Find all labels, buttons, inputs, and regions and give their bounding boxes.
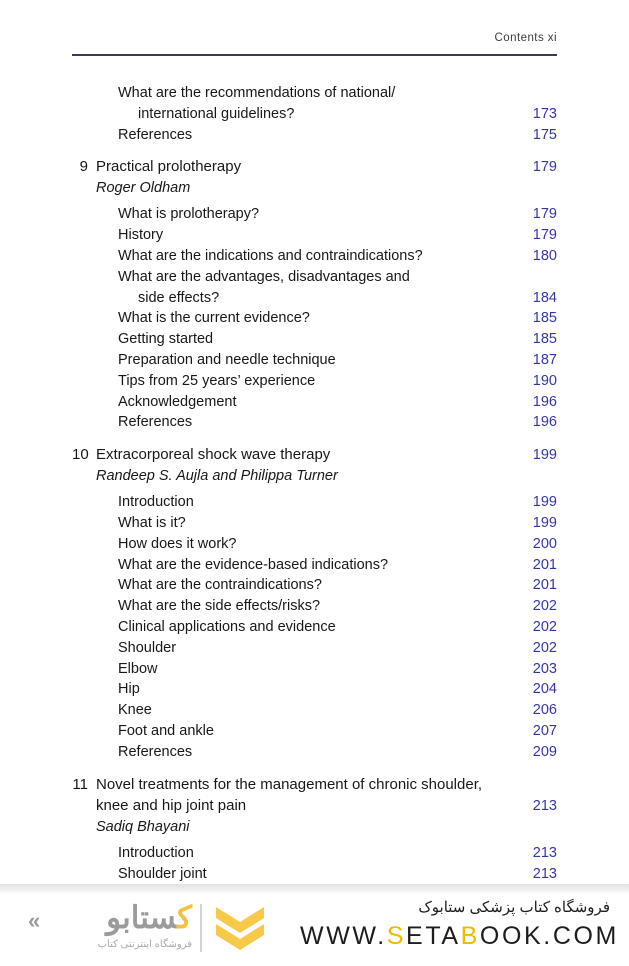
toc-entry-page: 202 <box>532 598 557 615</box>
toc-entry-label: Introduction <box>118 845 194 862</box>
toc-entry-page: 196 <box>532 414 557 431</box>
toc-entry[interactable] <box>72 371 557 392</box>
toc-entry[interactable] <box>72 492 557 513</box>
logo-chevron-icon: « <box>28 908 41 933</box>
chapter-author: Sadiq Bhayani <box>96 818 190 835</box>
setabook-logo[interactable] <box>28 896 263 962</box>
toc-entry-page: 200 <box>532 535 557 552</box>
chapter-heading[interactable] <box>72 444 557 466</box>
toc-entry-label: What are the indications and contraindications? <box>118 247 423 264</box>
toc-entry-label: History <box>118 227 164 244</box>
chapter-heading[interactable] <box>72 774 557 817</box>
toc-entry-label: Tips from 25 years’ experience <box>118 372 316 389</box>
toc-entry[interactable] <box>72 700 557 721</box>
toc-entry-page: 203 <box>532 660 557 677</box>
toc-entry-label: Introduction <box>118 494 194 511</box>
toc-entry-page: 207 <box>532 722 557 739</box>
chapter-title: Novel treatments for the management of chronic shoulder, knee and hip joint pain <box>96 774 516 817</box>
toc-entry-label: What is prolotherapy? <box>118 206 260 223</box>
toc-entry-page: 213 <box>532 845 557 862</box>
toc-entry-label: References <box>118 743 193 760</box>
toc-entry-page: 209 <box>532 743 557 760</box>
toc-entry[interactable] <box>72 308 557 329</box>
toc-entry-label: Shoulder joint <box>118 865 207 882</box>
toc-entry[interactable] <box>72 350 557 371</box>
toc-entry-page: 185 <box>532 310 557 327</box>
toc-entry-page: 213 <box>532 865 557 882</box>
url-part-gold: S <box>386 922 407 950</box>
toc-entry-label: Knee <box>118 702 152 719</box>
toc-entry-label: What is the current evidence? <box>118 310 310 327</box>
toc-entry-page: 180 <box>532 247 557 264</box>
setabook-footer-banner <box>0 884 629 966</box>
brand-persian-tagline: فروشگاه کتاب پزشکی ستابوک <box>418 899 610 916</box>
toc-entry-label: Clinical applications and evidence <box>118 618 336 635</box>
chapter-number: 9 <box>79 158 88 176</box>
toc-entry[interactable] <box>72 246 557 267</box>
logo-wordmark-grey: ستابو <box>106 900 178 935</box>
running-head: Contents xi <box>494 32 557 44</box>
chapter-title-cont: knee and hip joint pain <box>96 797 247 815</box>
chapter-heading[interactable] <box>72 156 557 178</box>
toc-entry[interactable] <box>72 412 557 433</box>
double-chevron-icon <box>214 904 266 954</box>
toc-entry-label: How does it work? <box>118 535 237 552</box>
toc-entry-label: Hip <box>118 681 140 698</box>
toc-entry[interactable] <box>72 659 557 680</box>
toc-entry[interactable] <box>72 742 557 763</box>
chapter-author: Roger Oldham <box>96 179 191 196</box>
toc-entry-label: Elbow <box>118 660 158 677</box>
toc-entry-page: 202 <box>532 639 557 656</box>
chapter-page: 199 <box>532 446 557 463</box>
chapter-entry-group <box>72 492 557 762</box>
toc-entry-label: Foot and ankle <box>118 722 214 739</box>
toc-entry[interactable] <box>72 329 557 350</box>
orphan-entry-group <box>72 83 557 145</box>
toc-entry-page: 185 <box>532 331 557 348</box>
brand-text-block <box>300 896 619 962</box>
toc-entry[interactable] <box>72 392 557 413</box>
toc-entry[interactable] <box>72 225 557 246</box>
toc-entry-label-cont: side effects? <box>138 289 220 306</box>
logo-divider <box>200 904 202 952</box>
toc-entry[interactable] <box>72 721 557 742</box>
chapter-page: 179 <box>532 159 557 176</box>
toc-entry[interactable] <box>72 596 557 617</box>
url-part-gold: B <box>460 922 480 950</box>
toc-entry[interactable] <box>72 843 557 864</box>
chapter-number: 11 <box>72 775 88 793</box>
toc-entry-label: What are the evidence-based indications? <box>118 556 389 573</box>
toc-entry-label: Preparation and needle technique <box>118 351 336 368</box>
toc-entry-label: References <box>118 126 193 143</box>
toc-entry[interactable] <box>72 575 557 596</box>
header-rule <box>72 54 557 56</box>
url-part: ETA <box>406 922 461 950</box>
logo-wordmark-highlight: ک <box>177 900 192 935</box>
toc-entry[interactable] <box>72 617 557 638</box>
toc-entry-label: Acknowledgement <box>118 393 237 410</box>
toc-entry-label: References <box>118 414 193 431</box>
chapter-author: Randeep S. Aujla and Philippa Turner <box>96 467 338 484</box>
logo-subtitle: فروشگاه اینترنتی کتاب <box>97 939 192 950</box>
toc-entry[interactable] <box>72 513 557 534</box>
toc-entry[interactable] <box>72 864 557 885</box>
toc-entry-page: 199 <box>532 514 557 531</box>
footer-content <box>0 894 629 966</box>
toc-entry[interactable] <box>72 204 557 225</box>
toc-entry-label: What are the side effects/risks? <box>118 598 321 615</box>
url-part: OOK.COM <box>479 922 619 950</box>
toc-entry-page: 184 <box>532 289 557 306</box>
toc-entry-page: 204 <box>532 681 557 698</box>
toc-entry-page: 201 <box>532 556 557 573</box>
toc-entry-page: 199 <box>532 494 557 511</box>
footer-top-band <box>0 884 629 894</box>
toc-entry[interactable] <box>72 555 557 576</box>
toc-entry-page: 173 <box>532 105 557 122</box>
chapter-number: 10 <box>72 446 89 464</box>
toc-entry-label: Shoulder <box>118 639 177 656</box>
logo-wordmark <box>42 900 192 936</box>
toc-entry-page: 175 <box>532 126 557 143</box>
toc-entry-page: 201 <box>532 577 557 594</box>
toc-chapter-9 <box>72 156 557 433</box>
table-of-contents <box>72 78 557 905</box>
toc-entry-page: 196 <box>532 393 557 410</box>
url-part: WWW. <box>300 922 387 950</box>
chapter-page: 213 <box>532 797 557 814</box>
toc-entry-page: 179 <box>532 227 557 244</box>
toc-entry-label: Getting started <box>118 331 214 348</box>
toc-entry[interactable] <box>72 534 557 555</box>
toc-entry-label: What are the recommendations of national/ international guidelines? <box>118 83 395 125</box>
toc-entry[interactable] <box>72 125 557 146</box>
toc-entry-page: 187 <box>532 351 557 368</box>
chapter-entry-group <box>72 204 557 433</box>
toc-entry-label: What are the contraindications? <box>118 577 322 594</box>
toc-entry-page: 190 <box>532 372 557 389</box>
toc-entry[interactable] <box>72 267 557 309</box>
toc-entry[interactable] <box>72 679 557 700</box>
toc-entry-page: 202 <box>532 618 557 635</box>
toc-entry-page: 179 <box>532 206 557 223</box>
toc-entry-label-cont: international guidelines? <box>138 105 295 122</box>
chapter-title: Practical prolotherapy <box>96 158 242 176</box>
toc-entry-label: What are the advantages, disadvantages and side effects? <box>118 267 410 309</box>
toc-entry[interactable] <box>72 83 557 125</box>
brand-website-url[interactable] <box>300 920 619 952</box>
toc-chapter-10 <box>72 444 557 762</box>
toc-entry-label: What is it? <box>118 514 186 531</box>
chapter-title: Extracorporeal shock wave therapy <box>96 446 331 464</box>
toc-entry-page: 206 <box>532 702 557 719</box>
toc-entry[interactable] <box>72 638 557 659</box>
